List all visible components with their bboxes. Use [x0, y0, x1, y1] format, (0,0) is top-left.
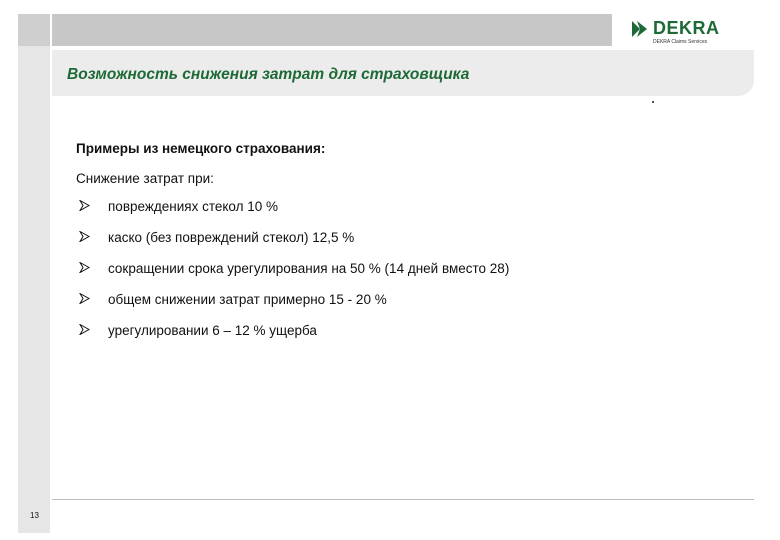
arrowhead-bullet-icon	[79, 200, 90, 211]
logo-tagline: DEKRA Claims Services	[653, 39, 708, 45]
bullet-text: общем снижении затрат примерно 15 - 20 %	[108, 292, 387, 307]
header-band	[52, 14, 612, 46]
arrowhead-bullet-icon	[79, 324, 90, 335]
list-item	[76, 320, 676, 351]
arrowhead-bullet-icon	[79, 231, 90, 242]
slide-title: Возможность снижения затрат для страховщика	[67, 66, 470, 83]
arrowhead-bullet-icon	[79, 262, 90, 273]
bullet-list	[76, 196, 676, 351]
bullet-text: урегулировании 6 – 12 % ущерба	[108, 323, 317, 338]
arrowhead-bullet-icon	[79, 293, 90, 304]
section-heading: Примеры из немецкого страхования:	[76, 141, 326, 156]
dekra-logo-icon	[631, 20, 649, 38]
list-item	[76, 258, 676, 289]
list-item	[76, 227, 676, 258]
bullet-text: каско (без повреждений стекол) 12,5 %	[108, 230, 355, 245]
list-item	[76, 196, 676, 227]
bullet-text: повреждениях стекол 10 %	[108, 199, 279, 214]
list-item	[76, 289, 676, 320]
left-sidebar-bar	[18, 14, 50, 533]
section-subheading: Снижение затрат при:	[76, 171, 214, 186]
logo-wordmark: DEKRA	[653, 18, 720, 38]
page-number: 13	[30, 511, 39, 520]
dekra-logo	[631, 17, 751, 49]
bullet-text: сокращении срока урегулирования на 50 % (14 дней вместо 28)	[108, 261, 510, 276]
footer-divider	[52, 499, 754, 500]
decorative-dot	[652, 101, 654, 103]
left-sidebar-corner	[18, 14, 50, 46]
